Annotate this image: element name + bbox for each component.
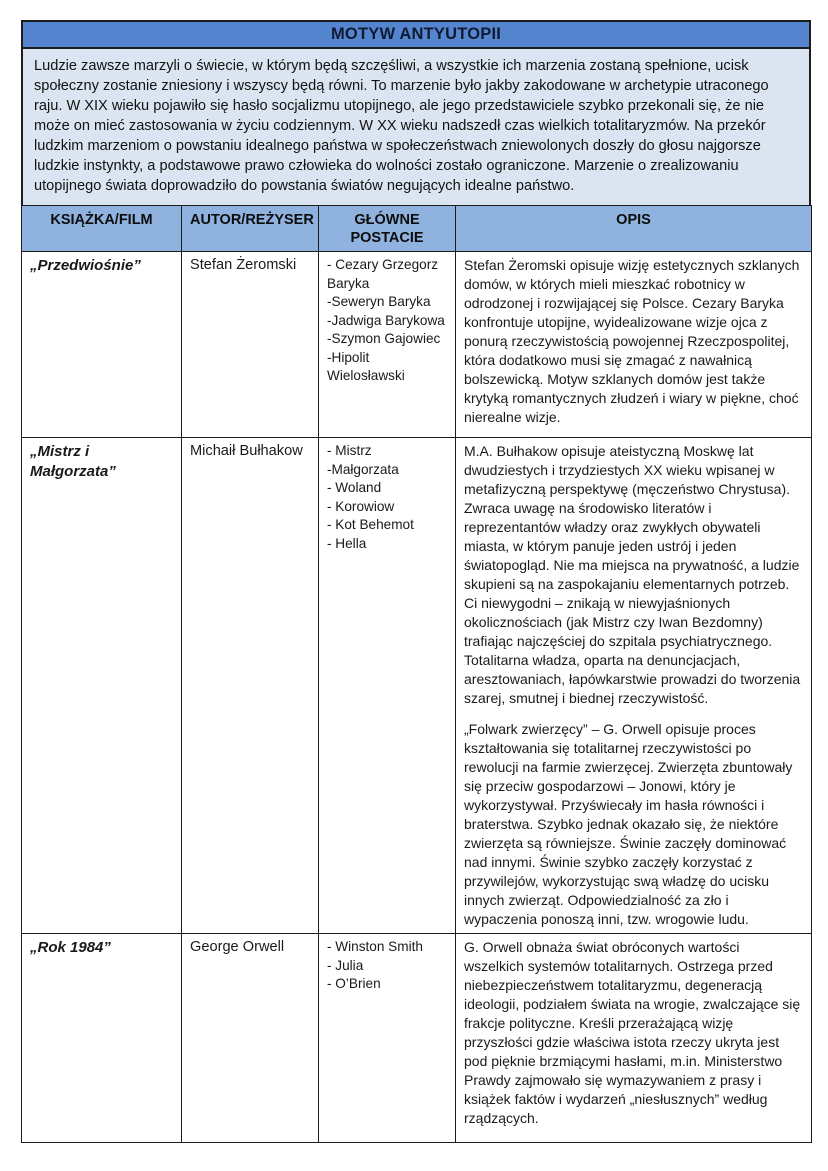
book-title-cell: „Rok 1984”	[22, 934, 182, 1143]
character-line: - Cezary Grzegorz Baryka	[327, 257, 439, 291]
character-line: -Jadwiga Barykowa	[327, 312, 445, 328]
character-line: -Hipolit Wielosławski	[327, 349, 405, 383]
character-line: - Woland	[327, 480, 382, 495]
description-paragraph: G. Orwell obnaża świat obróconych wartości wszelkich systemów totalitarnych. Ostrzega przed niebezpieczeństwem totalitaryzmu, degeneracją ideologii, podziałem świata na wrogie, zwalczające się frakcje polityczne. Kreśli przerażającą wizję przyszłości gdzie właściwa istota rzeczy ukryta jest pod pięknie brzmiącymi hasłami, m.in. Ministerstwo Prawdy zajmowało się wymazywaniem z prasy i książek faktów i wydarzeń „niesłusznych” według rządzących.	[464, 939, 801, 1126]
table-header-row	[22, 206, 812, 252]
book-description-cell	[456, 934, 812, 1143]
character-line: - Kot Behemot	[327, 517, 414, 532]
column-header-author: AUTOR/REŻYSER	[182, 206, 319, 252]
description-paragraph: M.A. Bułhakow opisuje ateistyczną Moskwę lat dwudziestych i trzydziestych XX wieku wpisanej w metafizyczną perspektywę (męczeństwo Chrystusa). Zwraca uwagę na środowisko literatów i reprezentantów władzy oraz zwykłych obywateli miasta, w którym panuje jeden ustrój i jeden światopogląd. Nie ma miejsca na prywatność, a ludzie skupieni są na zaspokajaniu elementarnych potrzeb. Ci niewygodni – znikają w niewyjaśnionych okolicznościach (jak Mistrz czy Iwan Bezdomny) trafiając najczęściej do szpitala psychiatrycznego. Totalitarna władza, oparta na denuncjacjach, aresztowaniach, łapówkarstwie prowadzi do tworzenia szarej, smutnej i biednej rzeczywistość.	[464, 443, 801, 706]
book-title-cell: „Przedwiośnie”	[22, 252, 182, 438]
column-header-characters: GŁÓWNE POSTACIE	[319, 206, 456, 252]
character-line: - Hella	[327, 535, 367, 551]
table-row-rok-1984	[22, 934, 812, 1143]
book-characters-cell	[319, 438, 456, 934]
book-title-cell: „Mistrz i Małgorzata”	[22, 438, 182, 934]
character-line: - Winston Smith	[327, 939, 423, 954]
column-header-description: OPIS	[456, 206, 812, 252]
book-characters-cell	[319, 934, 456, 1143]
book-description-cell	[456, 252, 812, 438]
character-line: - Korowiow	[327, 498, 395, 514]
book-author-cell: Stefan Żeromski	[182, 252, 319, 438]
document-sheet	[21, 20, 811, 1143]
character-line: - Mistrz	[327, 443, 372, 458]
book-author-cell: George Orwell	[182, 934, 319, 1143]
character-line: - O’Brien	[327, 976, 381, 991]
document-title-bar	[21, 20, 811, 47]
column-header-book: KSIĄŻKA/FILM	[22, 206, 182, 252]
book-characters-cell	[319, 252, 456, 438]
character-line: - Julia	[327, 957, 364, 973]
description-paragraph: Stefan Żeromski opisuje wizję estetycznych szklanych domów, w których mieli mieszkać robotnicy w odrodzonej i rozwijającej się Polsce. Cezary Baryka konfrontuje utopijne, wyidealizowane wizje ojca z ponurą rzeczywistością powojennej Rzeczpospolitej, która dodatkowo musi się zmagać z nawałnicą bolszewicką. Motyw szklanych domów jest także krytyką romantycznych złudzeń i wiary w piękne, choć nierealne wizje.	[464, 257, 800, 425]
book-author-cell: Michaił Bułhakow	[182, 438, 319, 934]
character-line: -Seweryn Baryka	[327, 294, 431, 309]
character-line: -Szymon Gajowiec	[327, 331, 441, 346]
page-title: MOTYW ANTYUTOPII	[330, 25, 502, 43]
books-table	[21, 205, 812, 1143]
character-line: -Małgorzata	[327, 461, 399, 477]
table-row-przedwiosnie	[22, 252, 812, 438]
table-row-mistrz-i-malgorzata	[22, 438, 812, 934]
book-description-cell	[456, 438, 812, 934]
intro-paragraph: Ludzie zawsze marzyli o świecie, w którym będą szczęśliwi, a wszystkie ich marzenia zostaną spełnione, ucisk społeczny zostanie zniesiony i wszyscy będą równi. To marzenie było jakby zakodowane w archetypie utraconego raju. W XIX wieku pojawiło się hasło socjalizmu utopijnego, ale jego przedstawiciele szybko przekonali się, że nie może on mieć zastosowania w życiu codziennym. W XX wieku nadszedł czas wielkich totalitaryzmów. Na przekór ludzkim marzeniom o powstaniu idealnego państwa w społeczeństwach zniewolonych doszły do głosu najgorsze ludzkie instynkty, a podstawowe prawo człowieka do wolności zostało ograniczone. Marzenie o zrealizowaniu utopijnego świata doprowadziło do powstania światów negujących idealne państwo.	[21, 47, 811, 207]
description-paragraph: „Folwark zwierzęcy” – G. Orwell opisuje proces kształtowania się totalitarnej rzeczywistości po rewolucji na farmie zwierzęcej. Zwierzęta zbuntowały się przeciw gospodarzowi – Jonowi, który je wykorzystywał. Przyświecały im hasła równości i braterstwa. Szybko jednak okazało się, że niektóre zwierzęta są równiejsze. Świnie zaczęły dominować nad innymi. Świnie szybko zaczęły korzystać z przywilejów, wykorzystując swą władzę do ucisku innych zwierząt. Odpowiedzialność za zło i wypaczenia ponoszą inni, tzw. wrogowie ludu.	[464, 721, 793, 927]
